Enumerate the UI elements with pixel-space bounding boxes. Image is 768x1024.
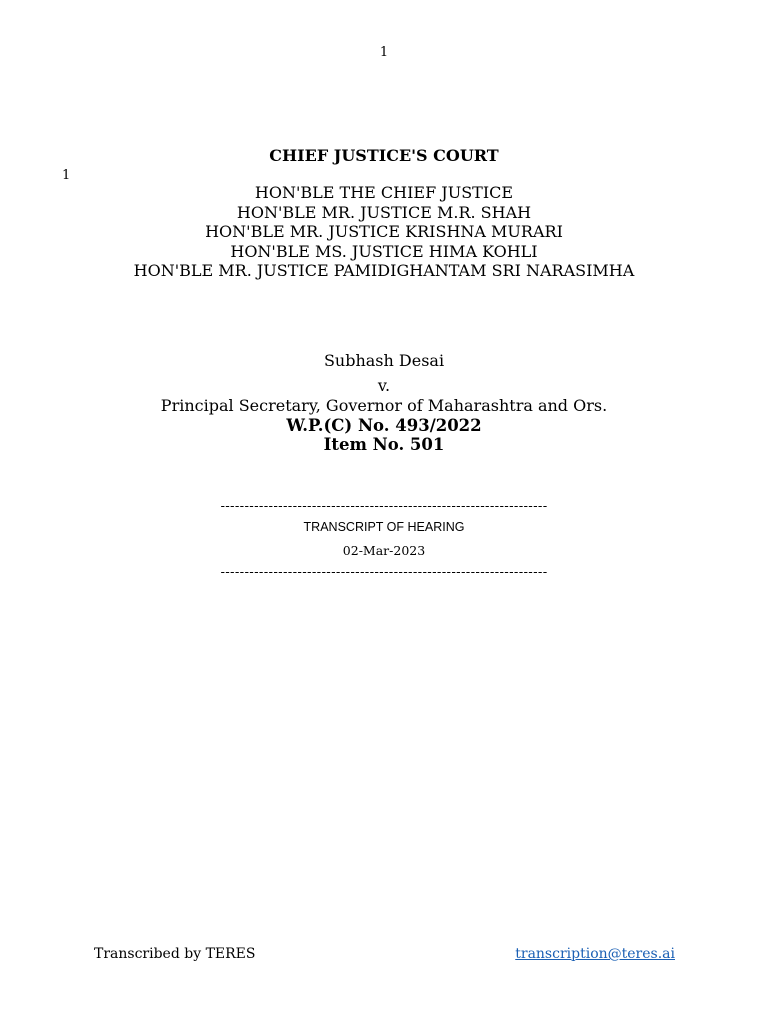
hearing-date: 02-Mar-2023 (342, 543, 426, 558)
item-number: Item No. 501 (323, 435, 445, 454)
bench-judge: HON'BLE MS. JUSTICE HIMA KOHLI (230, 241, 538, 261)
court-title: CHIEF JUSTICE'S COURT (269, 146, 499, 165)
bench-judge: HON'BLE MR. JUSTICE KRISHNA MURARI (205, 222, 563, 241)
case-parties (0, 351, 768, 454)
bottom-divider: -------------------------------------------------------------------- (220, 564, 548, 579)
versus-label: v. (377, 376, 391, 395)
bench-judge: HON'BLE MR. JUSTICE M.R. SHAH (236, 202, 532, 222)
transcript-label: TRANSCRIPT OF HEARING (303, 520, 465, 534)
respondent-name: Principal Secretary, Governor of Maharashtra and Ors. (160, 396, 608, 415)
footer-email-link[interactable]: transcription@teres.ai (515, 946, 675, 962)
bench-judge: HON'BLE THE CHIEF JUSTICE (254, 183, 514, 202)
line-number: 1 (62, 168, 71, 183)
petitioner-name: Subhash Desai (323, 351, 445, 370)
case-number: W.P.(C) No. 493/2022 (286, 416, 482, 435)
page-number: 1 (379, 45, 389, 60)
bench-judge: HON'BLE MR. JUSTICE PAMIDIGHANTAM SRI NARASIMHA (133, 261, 635, 280)
transcript-block (0, 497, 768, 581)
bench-list (0, 183, 768, 281)
top-divider: -------------------------------------------------------------------- (220, 498, 548, 513)
footer-credit: Transcribed by TERES (94, 946, 256, 962)
